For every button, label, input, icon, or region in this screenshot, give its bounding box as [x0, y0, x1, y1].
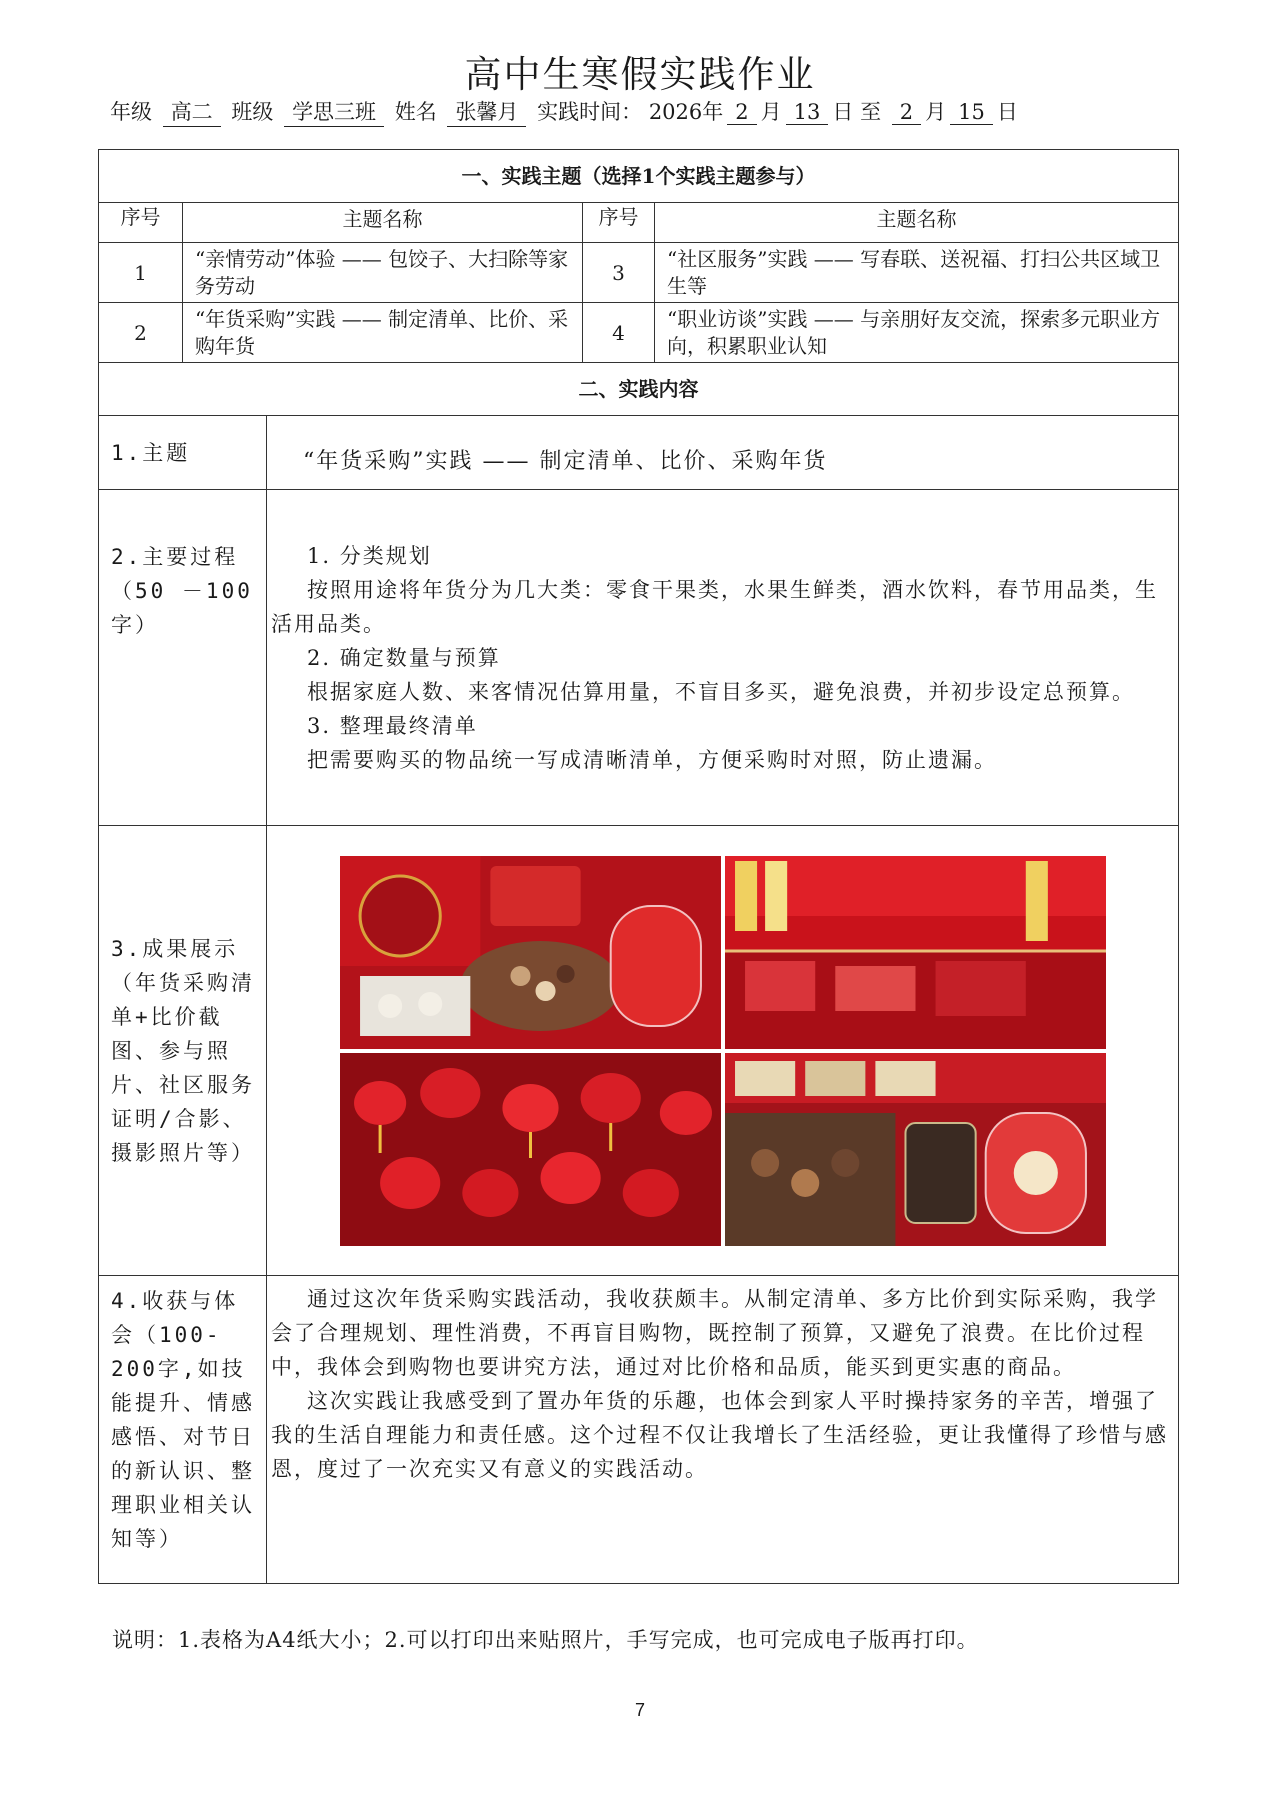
section1-heading: 一、实践主题（选择1个实践主题参与）: [99, 150, 1179, 203]
footnote: 说明：1.表格为A4纸大小；2.可以打印出来贴照片，手写完成，也可完成电子版再打印。: [112, 1628, 979, 1652]
reflection-label: 4.收获与体会（100-200字,如技能提升、情感感悟、对节日的新认识、整理职业相关认知等）: [99, 1276, 267, 1584]
end-day: 15: [950, 100, 993, 125]
process-step-1-body: 按照用途将年货分为几大类：零食干果类，水果生鲜类，酒水饮料，春节用品类，生活用品类。: [271, 577, 1158, 636]
name-label: 姓名: [394, 100, 437, 124]
process-step-2-body: 根据家庭人数、来客情况估算用量，不盲目多买，避免浪费，并初步设定总预算。: [307, 679, 1135, 704]
reflection-content: [267, 1276, 1179, 1584]
process-content: [267, 490, 1179, 826]
red-decorations-market-photo: [725, 856, 1106, 1049]
page-number: 7: [634, 1700, 645, 1720]
class-label: 班级: [231, 100, 274, 124]
topic-name-2: “年货采购”实践 —— 制定清单、比价、采购年货: [183, 303, 583, 363]
class-value: 学思三班: [284, 96, 384, 127]
time-label: 实践时间：: [537, 100, 643, 124]
grade-value: 高二: [163, 96, 221, 127]
to-label: 至: [860, 100, 882, 124]
red-lanterns-photo: [340, 1053, 721, 1246]
page-title: 高中生寒假实践作业: [464, 53, 816, 96]
start-day: 13: [786, 100, 829, 125]
results-photos-cell: [267, 826, 1179, 1276]
process-step-1-title: 1. 分类规划: [307, 543, 432, 568]
day-label-1: 日: [832, 100, 854, 124]
reflection-paragraph-2: 这次实践让我感受到了置办年货的乐趣，也体会到家人平时操持家务的辛苦，增强了我的生活自理能力和责任感。这个过程不仅让我增长了生活经验，更让我懂得了珍惜与感恩，度过了一次充实又有意义的实践活动。: [271, 1389, 1168, 1481]
col-header-name-right: 主题名称: [655, 203, 1179, 243]
reflection-paragraph-1: 通过这次年货采购实践活动，我收获颇丰。从制定清单、多方比价到实际采购，我学会了合理规划、理性消费，不再盲目购物，既控制了预算，又避免了浪费。在比价过程中，我体会到购物也要讲究方法，通过对比价格和品质，能买到更实惠的商品。: [271, 1287, 1158, 1379]
col-header-name-left: 主题名称: [183, 203, 583, 243]
grade-label: 年级: [110, 100, 152, 124]
topic-num-2: 2: [99, 303, 183, 363]
process-label: 2.主要过程（50 －100字）: [99, 490, 267, 826]
month-label-2: 月: [925, 100, 947, 124]
results-label: 3.成果展示（年货采购清单+比价截图、参与照片、社区服务证明/合影、摄影照片等）: [99, 826, 267, 1276]
info-line: [110, 96, 1018, 127]
topic-name-1: “亲情劳动”体验 —— 包饺子、大扫除等家务劳动: [183, 243, 583, 303]
name-value: 张馨月: [447, 96, 526, 127]
snack-gift-boxes-photo: [340, 856, 721, 1049]
topic-num-1: 1: [99, 243, 183, 303]
start-month: 2: [727, 100, 756, 125]
process-step-3-body: 把需要购买的物品统一写成清晰清单，方便采购时对照，防止遗漏。: [307, 747, 997, 772]
topic-num-4: 4: [583, 303, 655, 363]
theme-value: “年货采购”实践 —— 制定清单、比价、采购年货: [267, 416, 1179, 490]
topic-num-3: 3: [583, 243, 655, 303]
topic-name-4: “职业访谈”实践 —— 与亲朋好友交流，探索多元职业方向，积累职业认知: [655, 303, 1179, 363]
nut-jars-shelf-photo: [725, 1053, 1106, 1246]
photo-collage: [340, 856, 1106, 1246]
col-header-num-right: 序号: [583, 203, 655, 243]
time-year: 2026年: [648, 100, 724, 124]
section2-heading: 二、实践内容: [99, 363, 1179, 416]
worksheet-table: [98, 149, 1179, 1584]
month-label-1: 月: [760, 100, 782, 124]
process-step-3-title: 3. 整理最终清单: [307, 713, 478, 738]
col-header-num-left: 序号: [99, 203, 183, 243]
theme-label: 1.主题: [99, 416, 267, 490]
end-month: 2: [892, 100, 921, 125]
process-step-2-title: 2. 确定数量与预算: [307, 645, 501, 670]
topic-name-3: “社区服务”实践 —— 写春联、送祝福、打扫公共区域卫生等: [655, 243, 1179, 303]
day-label-2: 日: [996, 100, 1018, 124]
